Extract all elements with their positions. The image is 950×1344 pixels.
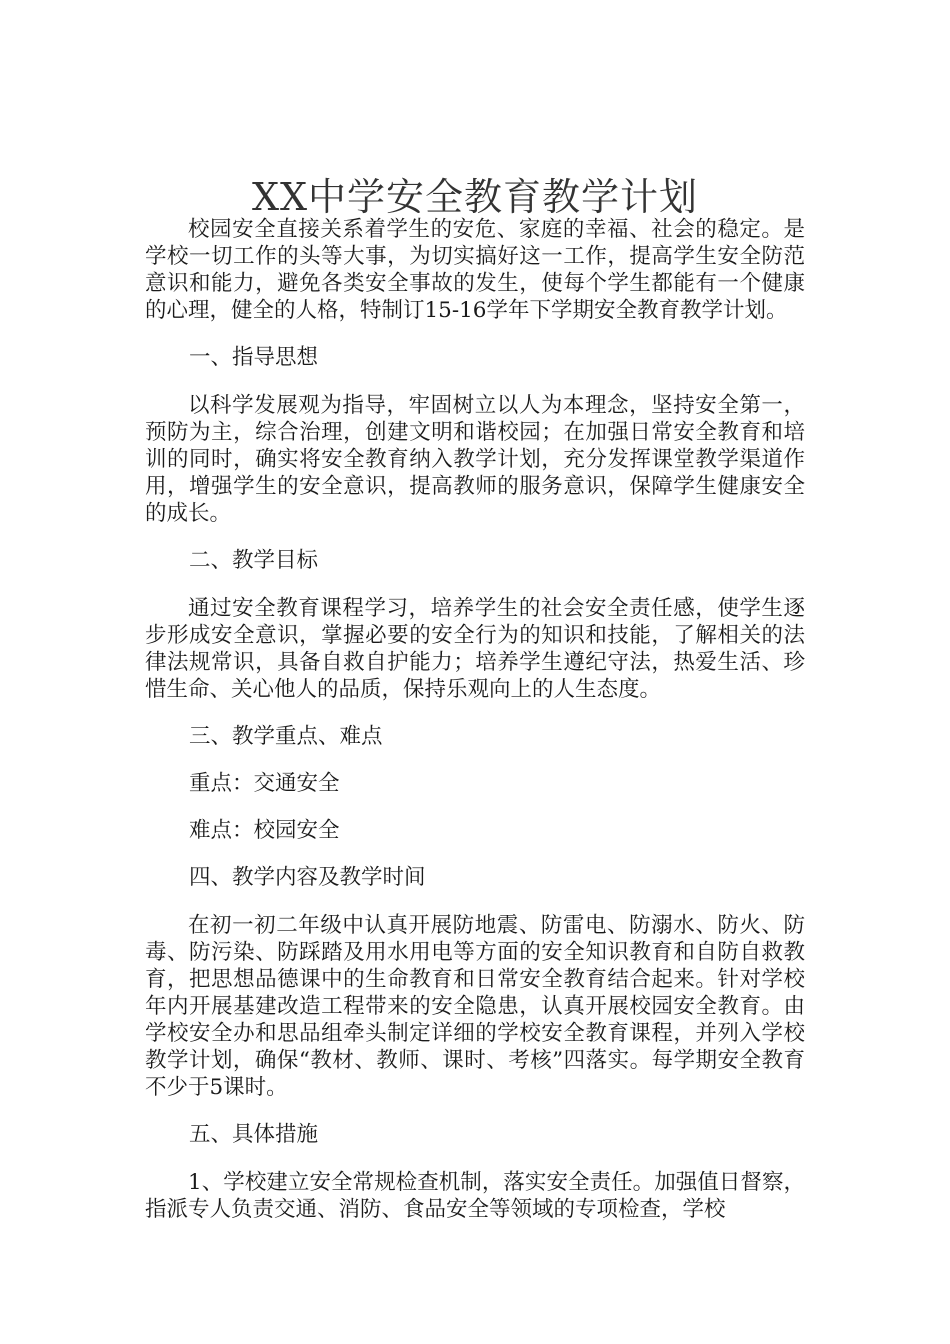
key-point-line: 重点：交通安全 (189, 771, 340, 796)
section-body-content-and-time: 在初一初二年级中认真开展防地震、防雷电、防溺水、防火、防毒、防污染、防踩踏及用水用电等方面的安全知识教育和自防自救教育，把思想品德课中的生命教育和日常安全教育结合起来。针对学校年内开展基建改造工程带来的安全隐患，认真开展校园安全教育。由学校安全办和思品组牵头制定详细的学校安全教育课程，并列入学校教学计划，确保“教材、教师、课时、考核”四落实。每学期安全教育不少于5课时。 (145, 913, 805, 1100)
section-heading-specific-measures: 五、具体措施 (189, 1122, 319, 1147)
difficult-point-line: 难点：校园安全 (189, 818, 340, 843)
measure-item-1: 1、学校建立安全常规检查机制，落实安全责任。加强值日督察，指派专人负责交通、消防、食品安全等领域的专项检查，学校 (145, 1170, 805, 1222)
section-heading-teaching-goals: 二、教学目标 (189, 548, 319, 573)
section-heading-content-and-time: 四、教学内容及教学时间 (189, 865, 426, 890)
document-body (145, 216, 805, 1223)
intro-paragraph: 校园安全直接关系着学生的安危、家庭的幸福、社会的稳定。是学校一切工作的头等大事，为切实搞好这一工作，提高学生安全防范意识和能力，避免各类安全事故的发生，使每个学生都能有一个健康的心理，健全的人格，特制订15-16学年下学期安全教育教学计划。 (145, 217, 805, 323)
section-heading-guiding-ideology: 一、指导思想 (189, 345, 319, 370)
section-body-guiding-ideology: 以科学发展观为指导，牢固树立以人为本理念，坚持安全第一，预防为主，综合治理，创建文明和谐校园；在加强日常安全教育和培训的同时，确实将安全教育纳入教学计划，充分发挥课堂教学渠道作用，增强学生的安全意识，提高教师的服务意识，保障学生健康安全的成长。 (145, 393, 805, 526)
section-heading-key-difficult-points: 三、教学重点、难点 (189, 724, 383, 749)
section-body-teaching-goals: 通过安全教育课程学习，培养学生的社会安全责任感，使学生逐步形成安全意识，掌握必要的安全行为的知识和技能，了解相关的法律法规常识，具备自救自护能力；培养学生遵纪守法，热爱生活、珍惜生命、关心他人的品质，保持乐观向上的人生态度。 (145, 596, 805, 702)
document-title: XX中学安全教育教学计划 (251, 175, 699, 220)
